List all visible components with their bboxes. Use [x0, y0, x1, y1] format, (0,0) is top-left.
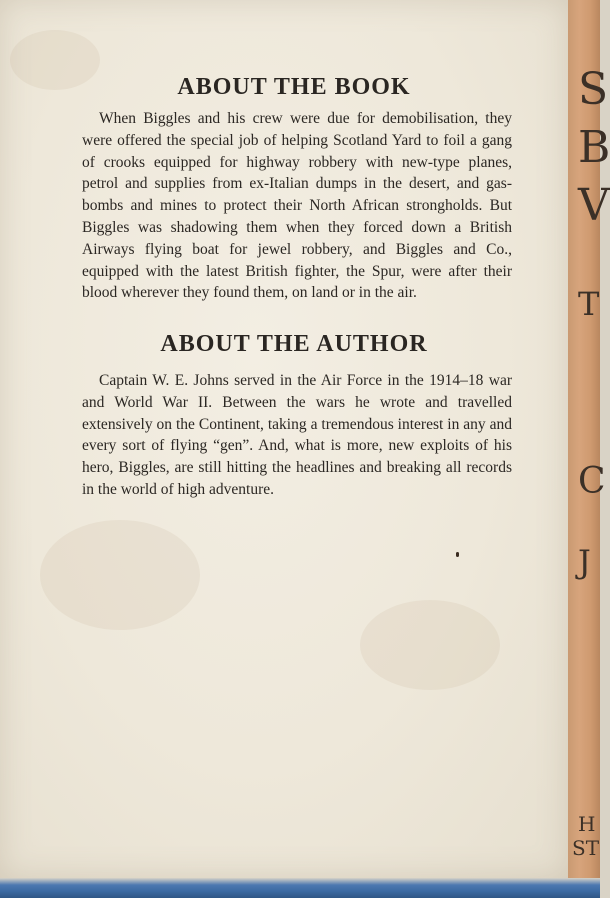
spine-author-letter: J: [578, 543, 591, 581]
paper-stain: [40, 520, 200, 630]
spine-publisher-text: ST: [572, 836, 600, 860]
paper-stain: [360, 600, 500, 690]
about-book-heading: ABOUT THE BOOK: [177, 74, 411, 100]
spine-strip: [568, 0, 610, 878]
about-author-text: Captain W. E. Johns served in the Air Force in the 1914–18 war and World War II. Between the wars he wrote and travelled extensively on the Continent, taking a tremendous interest in any and every sort of flying “gen”. And, what is more, new exploits of his hero, Biggles, are still hitting the headlines and breaking all records in the world of high adventure.: [82, 372, 512, 498]
spine-title-letter: B: [578, 122, 610, 173]
about-author-heading: ABOUT THE AUTHOR: [160, 331, 428, 357]
spine-title-letter: S: [578, 64, 609, 115]
about-book-text: When Biggles and his crew were due for demobilisation, they were offered the special job of helping Scotland Yard to foil a gang of crooks equipped for highway robbery with new-type planes, petrol and supplies from ex-Italian dumps in the desert, and gas-bombs and mines to protect their North African strongholds. But Biggles was shadowing them when they forced down a British Airways flying boat for jewel robbery, and Biggles and Co., equipped with the latest British fighter, the Spur, were after their blood wherever they found them, on land or in the air.: [82, 110, 512, 302]
spine-title-letter: V: [578, 180, 610, 231]
cloth-binding-edge: [0, 878, 600, 898]
spine-publisher-text: H: [578, 812, 596, 836]
ink-speck: [456, 552, 459, 557]
spine-author-letter: C: [578, 461, 606, 502]
spine-title-letter: T: [578, 285, 600, 323]
